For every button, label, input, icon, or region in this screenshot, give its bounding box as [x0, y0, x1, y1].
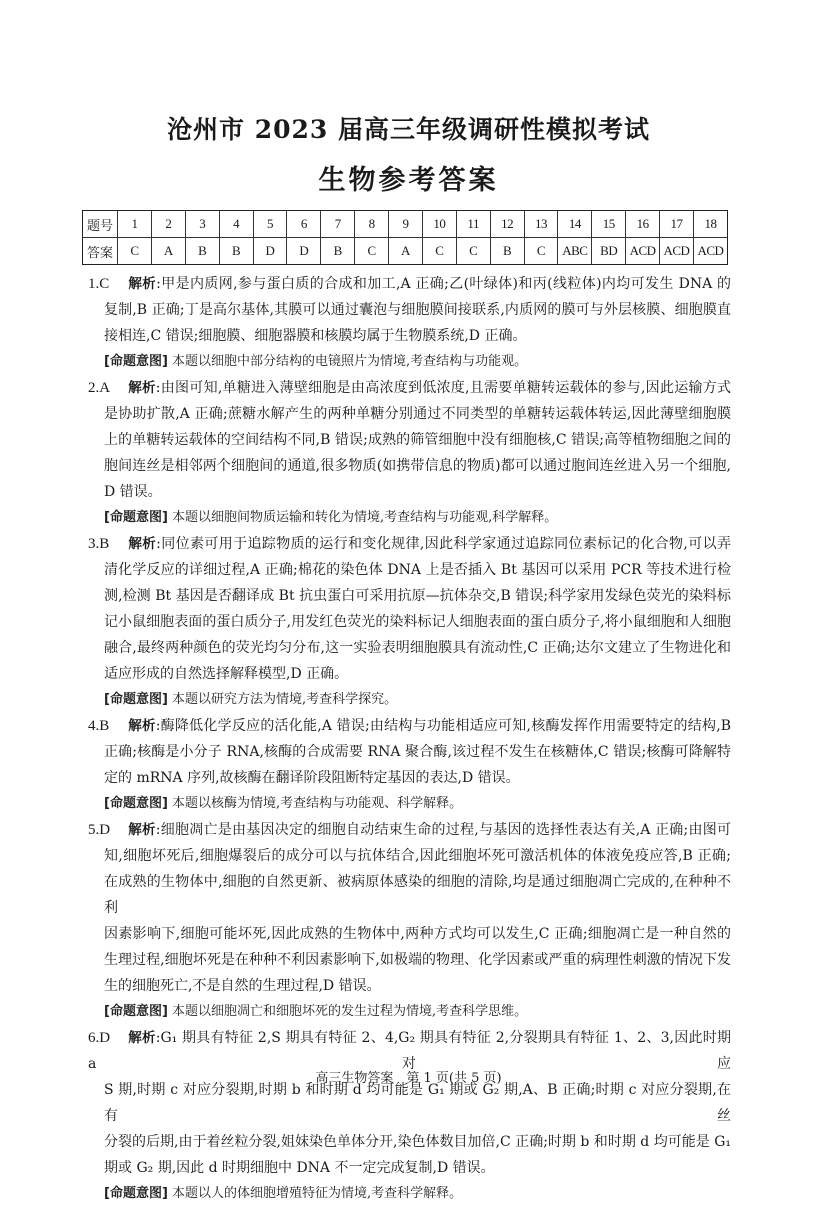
- answer-cell: ACD: [626, 238, 660, 265]
- explanation-line: [88, 661, 731, 687]
- question-number-cell: 7: [321, 211, 355, 238]
- question-number-cell: 2: [151, 211, 185, 238]
- explanation-line: [88, 713, 731, 739]
- answer-item: [88, 817, 731, 1025]
- intent-label: [命题意图]: [104, 796, 168, 811]
- answer-cell: ABC: [558, 238, 592, 265]
- intent-text: 本题以细胞间物质运输和转化为情境,考查结构与功能观,科学解释。: [172, 510, 558, 525]
- question-number-cell: 12: [490, 211, 524, 238]
- explanation-line: [88, 1155, 731, 1181]
- explanation-line: [88, 583, 731, 609]
- explanation-line: [88, 297, 731, 323]
- answer-cell: ACD: [693, 238, 727, 265]
- explanation-text: 测,检测 Bt 基因是否翻译成 Bt 抗虫蛋白可采用抗原—抗体杂交,B 错误;科学家用发绿色荧光的染料标: [104, 588, 731, 604]
- question-number-cell: 18: [693, 211, 727, 238]
- intent-line: [88, 687, 731, 713]
- explanation-line: [88, 557, 731, 583]
- answer-item: [88, 271, 731, 375]
- analysis-label: 解析: [128, 536, 157, 552]
- explanation-line: [88, 921, 731, 947]
- answer-cell: C: [456, 238, 490, 265]
- row-label: 题号: [83, 211, 118, 238]
- question-number-cell: 8: [355, 211, 389, 238]
- intent-text: 本题以人的体细胞增殖特征为情境,考查科学解释。: [172, 1186, 463, 1201]
- question-number-cell: 6: [287, 211, 321, 238]
- intent-label: [命题意图]: [104, 510, 168, 525]
- answer-cell: A: [389, 238, 423, 265]
- answer-cell: C: [524, 238, 558, 265]
- answer-cell: B: [185, 238, 219, 265]
- explanation-line: [88, 323, 731, 349]
- intent-label: [命题意图]: [104, 1004, 168, 1019]
- intent-line: [88, 505, 731, 531]
- intent-label: [命题意图]: [104, 1186, 168, 1201]
- explanation-line: [88, 765, 731, 791]
- explanation-line: [88, 375, 731, 401]
- intent-line: [88, 999, 731, 1025]
- explanation-text: 分裂的后期,由于着丝粒分裂,姐妹染色单体分开,染色体数目加倍,C 正确;时期 b 和时期 d 均可能是 G₁: [104, 1134, 731, 1150]
- explanation-text: 记小鼠细胞表面的蛋白质分子,用发红色荧光的染料标记人细胞表面的蛋白质分子,将小鼠细胞和人细胞: [104, 614, 731, 630]
- explanation-line: [88, 453, 731, 479]
- intent-line: [88, 349, 731, 375]
- answer-cell: A: [151, 238, 185, 265]
- explanation-text: :同位素可用于追踪物质的运行和变化规律,因此科学家通过追踪同位素标记的化合物,可以弄: [156, 536, 731, 552]
- explanation-text: 接相连,C 错误;细胞膜、细胞器膜和核膜均属于生物膜系统,D 正确。: [104, 328, 527, 344]
- explanation-text: 定的 mRNA 序列,故核酶在翻译阶段阻断特定基因的表达,D 错误。: [104, 770, 520, 786]
- explanation-line: [88, 869, 731, 921]
- answer-cell: BD: [592, 238, 626, 265]
- item-number-answer: 5.D: [88, 822, 111, 838]
- question-number-cell: 13: [524, 211, 558, 238]
- explanation-line: [88, 973, 731, 999]
- question-number-cell: 3: [185, 211, 219, 238]
- answer-cell: C: [355, 238, 389, 265]
- analysis-label: 解析: [128, 822, 156, 838]
- intent-label: [命题意图]: [104, 692, 168, 707]
- explanation-line: [88, 609, 731, 635]
- row-label: 答案: [83, 238, 118, 265]
- intent-label: [命题意图]: [104, 354, 168, 369]
- question-number-cell: 16: [626, 211, 660, 238]
- question-number-cell: 15: [592, 211, 626, 238]
- intent-text: 本题以核酶为情境,考查结构与功能观、科学解释。: [172, 796, 463, 811]
- explanation-line: [88, 427, 731, 453]
- explanation-line: [88, 531, 731, 557]
- question-number-cell: 5: [253, 211, 287, 238]
- question-number-cell: 1: [118, 211, 152, 238]
- answer-cell: B: [321, 238, 355, 265]
- explanation-line: [88, 635, 731, 661]
- intent-text: 本题以研究方法为情境,考查科学探究。: [172, 692, 398, 707]
- analysis-label: 解析: [128, 1030, 156, 1046]
- item-number-answer: 3.B: [88, 536, 110, 552]
- explanation-text: 因素影响下,细胞可能坏死,因此成熟的生物体中,两种方式均可以发生,C 正确;细胞凋亡是一种自然的: [104, 926, 731, 942]
- explanation-text: 正确;核酶是小分子 RNA,核酶的合成需要 RNA 聚合酶,该过程不发生在核糖体,C 错误;核酶可降解特: [104, 744, 731, 760]
- answer-item: [88, 375, 731, 531]
- answer-cell: D: [287, 238, 321, 265]
- analysis-label: 解析: [128, 276, 157, 292]
- answer-cell: ACD: [660, 238, 694, 265]
- explanation-text: D 错误。: [104, 484, 162, 500]
- question-number-cell: 11: [456, 211, 490, 238]
- explanation-text: 生理过程,细胞坏死是在种种不利因素影响下,如极端的物理、化学因素或严重的病理性刺激的情况下发: [104, 952, 731, 968]
- explanation-text: 是协助扩散,A 正确;蔗糖水解产生的两种单糖分别通过不同类型的单糖转运载体转运,因此薄壁细胞膜: [104, 406, 731, 422]
- explanation-line: [88, 1129, 731, 1155]
- analysis-label: 解析: [128, 718, 156, 734]
- item-number-answer: 2.A: [88, 380, 111, 396]
- explanation-text: 知,细胞坏死后,细胞爆裂后的成分可以与抗体结合,因此细胞坏死可激活机体的体液免疫应答,B 正确;: [104, 848, 731, 864]
- question-number-cell: 10: [422, 211, 456, 238]
- analysis-label: 解析: [128, 380, 156, 396]
- explanation-line: [88, 271, 731, 297]
- answer-row: [83, 238, 728, 265]
- intent-line: [88, 791, 731, 817]
- explanation-text: 生的细胞死亡,不是自然的生理过程,D 错误。: [104, 978, 381, 994]
- explanation-text: 胞间连丝是相邻两个细胞间的通道,很多物质(如携带信息的物质)都可以通过胞间连丝进入另一个细胞,: [104, 458, 731, 474]
- explanation-text: :细胞凋亡是由基因决定的细胞自动结束生命的过程,与基因的选择性表达有关,A 正确;由图可: [155, 822, 731, 838]
- item-number-answer: 4.B: [88, 718, 110, 734]
- explanation-text: 清化学反应的详细过程,A 正确;棉花的染色体 DNA 上是否插入 Bt 基因可以采用 PCR 等技术进行检: [104, 562, 731, 578]
- intent-line: [88, 1181, 731, 1207]
- explanation-text: :G₁ 期具有特征 2,S 期具有特征 2、4,G₂ 期具有特征 2,分裂期具有特征 1、2、3,因此时期 a 对应: [88, 1030, 732, 1072]
- answer-item: [88, 1025, 731, 1207]
- item-number-answer: 1.C: [88, 276, 110, 292]
- explanation-text: 上的单糖转运载体的空间结构不同,B 错误;成熟的筛管细胞中没有细胞核,C 错误;高等植物细胞之间的: [104, 432, 731, 448]
- explanation-text: :酶降低化学反应的活化能,A 错误;由结构与功能相适应可知,核酶发挥作用需要特定的结构,B: [155, 718, 732, 734]
- answer-cell: B: [490, 238, 524, 265]
- intent-text: 本题以细胞凋亡和细胞坏死的发生过程为情境,考查科学思维。: [172, 1004, 528, 1019]
- document-subtitle: 生物参考答案: [318, 165, 499, 196]
- explanation-line: [88, 947, 731, 973]
- question-number-cell: 17: [660, 211, 694, 238]
- explanation-text: 在成熟的生物体中,细胞的自然更新、被病原体感染的细胞的清除,均是通过细胞凋亡完成的,在种种不利: [104, 874, 731, 916]
- question-number-cell: 9: [389, 211, 423, 238]
- explanation-text: 期或 G₂ 期,因此 d 时期细胞中 DNA 不一定完成复制,D 错误。: [104, 1160, 495, 1176]
- explanation-text: S 期,时期 c 对应分裂期,时期 b 和时期 d 均可能是 G₁ 期或 G₂ 期,A、B 正确;时期 c 对应分裂期,在有丝: [104, 1082, 731, 1124]
- answer-cell: B: [219, 238, 253, 265]
- explanation-text: 复制,B 正确;丁是高尔基体,其膜可以通过囊泡与细胞膜间接联系,内质网的膜可与外层核膜、细胞膜直: [104, 302, 731, 318]
- explanation-line: [88, 739, 731, 765]
- item-number-answer: 6.D: [88, 1030, 111, 1046]
- explanation-line: [88, 401, 731, 427]
- answer-cell: C: [422, 238, 456, 265]
- explanation-text: 融合,最终两种颜色的荧光均匀分布,这一实验表明细胞膜具有流动性,C 正确;达尔文建立了生物进化和: [104, 640, 731, 656]
- explanation-line: [88, 817, 731, 843]
- explanation-text: :甲是内质网,参与蛋白质的合成和加工,A 正确;乙(叶绿体)和丙(线粒体)内均可发生 DNA 的: [156, 276, 731, 292]
- question-number-cell: 4: [219, 211, 253, 238]
- answer-item: [88, 531, 731, 713]
- answer-cell: D: [253, 238, 287, 265]
- page-footer: 高三生物答案 第 1 页(共 5 页): [315, 1071, 502, 1086]
- question-number-row: [83, 211, 728, 238]
- answer-item: [88, 713, 731, 817]
- explanation-line: [88, 479, 731, 505]
- answer-cell: C: [118, 238, 152, 265]
- document-title: 沧州市 2023 届高三年级调研性模拟考试: [167, 115, 650, 144]
- explanation-text: 适应形成的自然选择解释模型,D 正确。: [104, 666, 349, 682]
- answer-table: [82, 210, 728, 265]
- question-number-cell: 14: [558, 211, 592, 238]
- intent-text: 本题以细胞中部分结构的电镜照片为情境,考查结构与功能观。: [172, 354, 528, 369]
- explanation-line: [88, 843, 731, 869]
- explanation-text: :由图可知,单糖进入薄壁细胞是由高浓度到低浓度,且需要单糖转运载体的参与,因此运输方式: [155, 380, 731, 396]
